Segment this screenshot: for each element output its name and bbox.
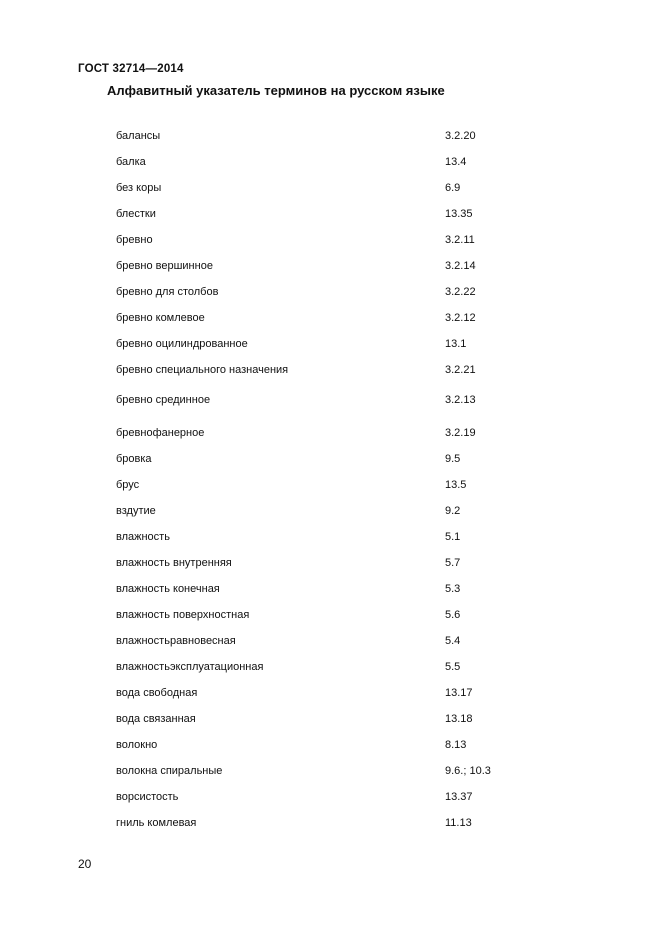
index-entry	[0, 182, 661, 198]
index-reference: 9.6.; 10.3	[445, 765, 491, 777]
index-reference: 5.4	[445, 635, 461, 647]
index-entry	[0, 713, 661, 729]
index-term: влажность конечная	[116, 583, 220, 595]
index-entry	[0, 635, 661, 651]
index-reference: 5.5	[445, 661, 461, 673]
index-reference: 9.2	[445, 505, 461, 517]
index-term: гниль комлевая	[116, 817, 197, 829]
index-entry	[0, 557, 661, 573]
index-term: балансы	[116, 130, 161, 142]
index-term: волокно	[116, 739, 158, 751]
index-term: бревнофанерное	[116, 427, 205, 439]
index-reference: 11.13	[445, 817, 472, 829]
index-reference: 8.13	[445, 739, 467, 751]
index-entry	[0, 453, 661, 469]
index-entry	[0, 531, 661, 547]
index-reference: 13.35	[445, 208, 473, 220]
index-term: бревно срединное	[116, 394, 211, 406]
index-reference: 13.17	[445, 687, 473, 699]
index-entry	[0, 286, 661, 302]
index-term: бревно	[116, 234, 153, 246]
index-term: влажность поверхностная	[116, 609, 250, 621]
index-entry	[0, 765, 661, 781]
index-reference: 3.2.12	[445, 312, 476, 324]
index-reference: 3.2.21	[445, 364, 476, 376]
index-term: балка	[116, 156, 146, 168]
index-term: вздутие	[116, 505, 156, 517]
index-term: брус	[116, 479, 140, 491]
index-reference: 13.37	[445, 791, 473, 803]
index-reference: 3.2.19	[445, 427, 476, 439]
index-entry	[0, 609, 661, 625]
index-term: бревно для столбов	[116, 286, 219, 298]
index-term: бровка	[116, 453, 152, 465]
index-heading: Алфавитный указатель терминов на русском языке	[107, 83, 445, 98]
index-reference: 5.1	[445, 531, 461, 543]
index-term: волокна спиральные	[116, 765, 223, 777]
index-reference: 3.2.22	[445, 286, 476, 298]
index-term: бревно вершинное	[116, 260, 213, 272]
index-term: бревно оцилиндрованное	[116, 338, 248, 350]
index-term: бревно специального назначения	[116, 364, 289, 376]
index-entry	[0, 739, 661, 755]
index-term: влажность	[116, 531, 170, 543]
index-reference: 3.2.11	[445, 234, 475, 246]
index-term: блестки	[116, 208, 156, 220]
index-entry	[0, 687, 661, 703]
index-entry	[0, 364, 661, 380]
index-reference: 13.5	[445, 479, 467, 491]
index-entry	[0, 583, 661, 599]
index-term: вода связанная	[116, 713, 196, 725]
index-reference: 6.9	[445, 182, 461, 194]
index-entry	[0, 312, 661, 328]
index-reference: 3.2.14	[445, 260, 476, 272]
index-reference: 5.7	[445, 557, 461, 569]
index-reference: 13.4	[445, 156, 467, 168]
index-entry	[0, 208, 661, 224]
index-entry	[0, 817, 661, 833]
index-entry	[0, 505, 661, 521]
page-number: 20	[78, 857, 92, 871]
index-entry	[0, 130, 661, 146]
index-reference: 5.6	[445, 609, 461, 621]
index-term: без коры	[116, 182, 162, 194]
index-reference: 9.5	[445, 453, 461, 465]
index-term: ворсистость	[116, 791, 179, 803]
index-entry	[0, 427, 661, 443]
index-reference: 3.2.13	[445, 394, 476, 406]
index-reference: 13.1	[445, 338, 467, 350]
index-reference: 3.2.20	[445, 130, 476, 142]
index-entry	[0, 156, 661, 172]
index-term: влажностьэксплуатационная	[116, 661, 264, 673]
index-entry	[0, 234, 661, 250]
index-entry	[0, 661, 661, 677]
index-entry	[0, 394, 661, 410]
index-entry	[0, 479, 661, 495]
index-entry	[0, 260, 661, 276]
index-term: бревно комлевое	[116, 312, 205, 324]
index-entry	[0, 338, 661, 354]
index-term: влажностьравновесная	[116, 635, 236, 647]
index-term: влажность внутренняя	[116, 557, 232, 569]
index-reference: 5.3	[445, 583, 461, 595]
index-entry	[0, 791, 661, 807]
index-term: вода свободная	[116, 687, 198, 699]
document-code: ГОСТ 32714—2014	[78, 63, 184, 75]
index-reference: 13.18	[445, 713, 473, 725]
